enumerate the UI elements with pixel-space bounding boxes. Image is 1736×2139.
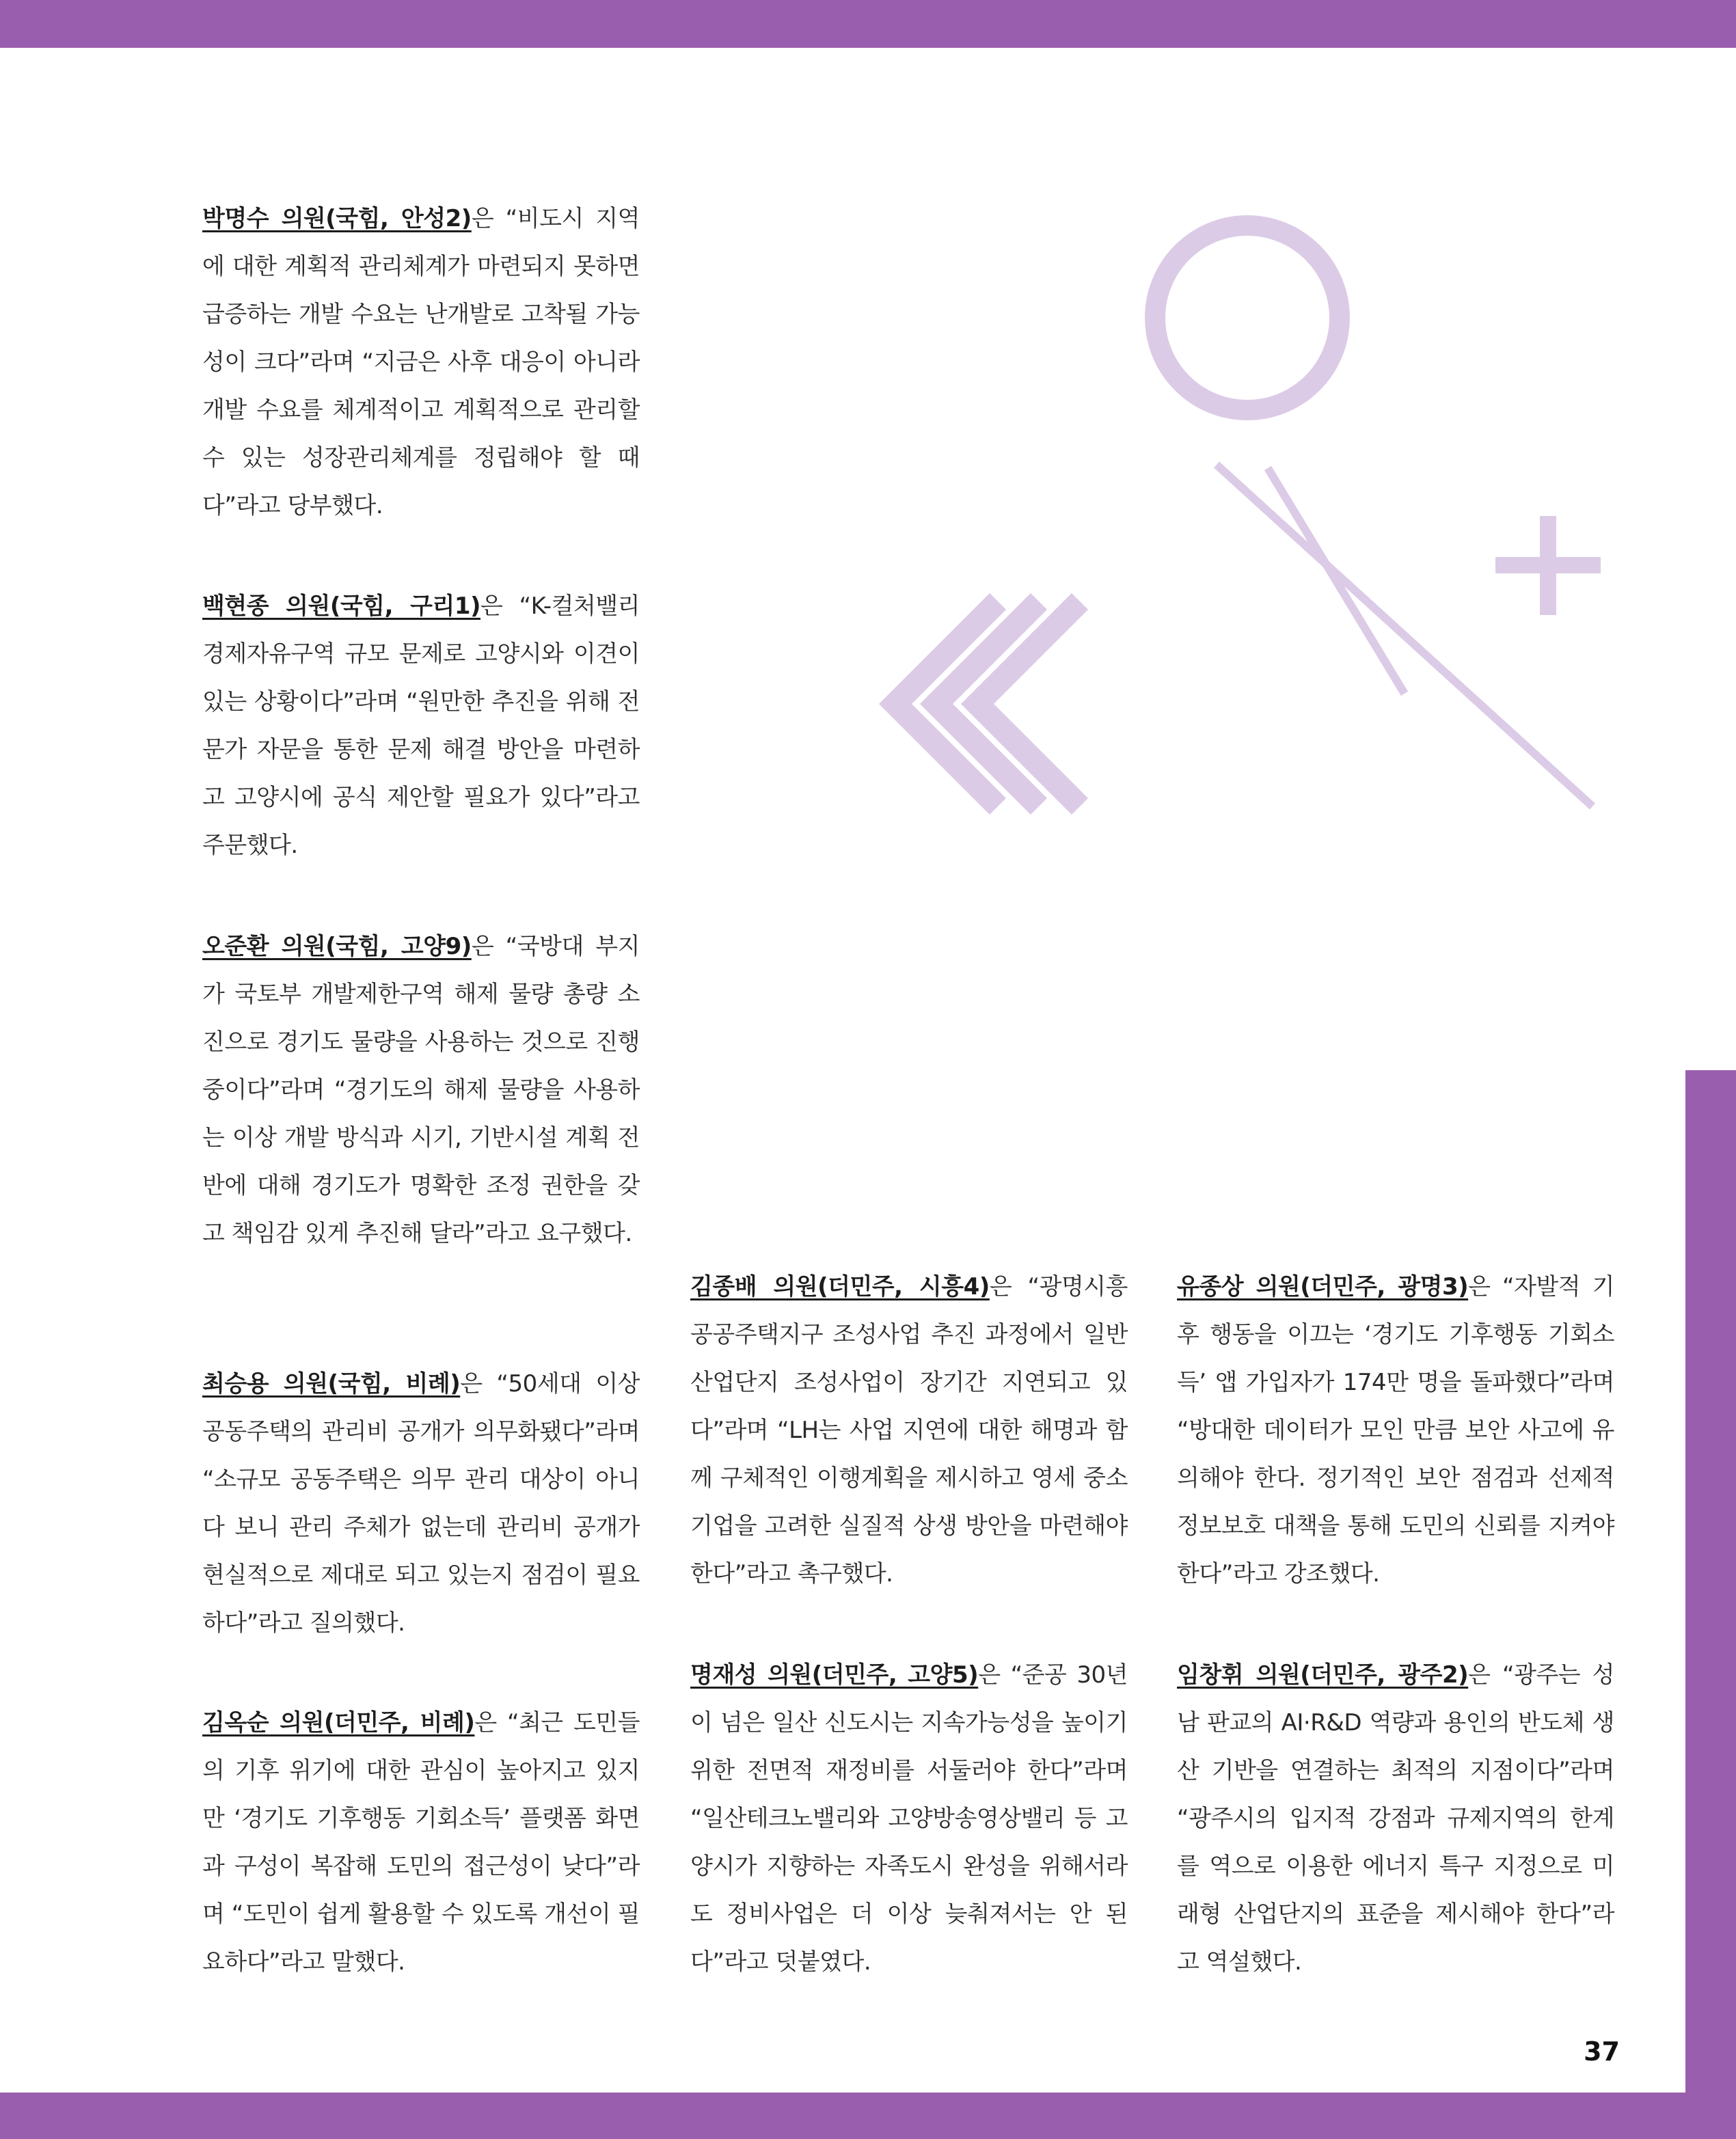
paragraph-text: 은 “광주는 성남 판교의 AI·R&D 역량과 용인의 반도체 생산 기반을 연결하는 최적의 지점이다”라며 “광주시의 입지적 강점과 규제지역의 한계를 역으로 이용한 에너지 특구 지정으로 미래형 산업단지의 표준을 제시해야 한다”라고 역설했다.	[1177, 1661, 1614, 1976]
paragraph-text: 은 “준공 30년이 넘은 일산 신도시는 지속가능성을 높이기 위한 전면적 재정비를 서둘러야 한다”라며 “일산테크노밸리와 고양방송영상밸리 등 고양시가 지향하는 자족도시 완성을 위해서라도 정비사업은 더 이상 늦춰져서는 안 된다”라고 덧붙였다.	[690, 1661, 1128, 1976]
councilor-name: 김종배 의원(더민주, 시흥4)	[690, 1273, 990, 1300]
paragraph-text: 은 “국방대 부지가 국토부 개발제한구역 해제 물량 총량 소진으로 경기도 물량을 사용하는 것으로 진행 중이다”라며 “경기도의 해제 물량을 사용하는 이상 개발 방식과 시기, 기반시설 계획 전반에 대해 경기도가 명확한 조정 권한을 갖고 책임감 있게 추진해 달라”라고 요구했다.	[202, 933, 640, 1247]
councilor-name: 최승용 의원(국힘, 비례)	[202, 1370, 461, 1398]
councilor-name: 김옥순 의원(더민주, 비례)	[202, 1709, 475, 1736]
councilor-name: 유종상 의원(더민주, 광명3)	[1177, 1273, 1469, 1300]
councilor-name: 명재성 의원(더민주, 고양5)	[690, 1661, 979, 1689]
paragraph-text: 은 “50세대 이상 공동주택의 관리비 공개가 의무화됐다”라며 “소규모 공동주택은 의무 관리 대상이 아니다 보니 관리 주체가 없는데 관리비 공개가 현실적으로 제대로 되고 있는지 점검이 필요하다”라고 질의했다.	[202, 1370, 640, 1637]
page-number: 37	[1584, 2036, 1620, 2067]
top-accent-bar	[0, 0, 1736, 48]
paragraph-choi-seungyong	[202, 1360, 640, 1647]
paragraph-park-myeongsu	[202, 195, 640, 530]
paragraph-baek-hyeonjong	[202, 582, 640, 869]
decor-diagonal-line-2	[1268, 468, 1405, 694]
paragraph-myeong-jaeseong	[690, 1651, 1128, 1986]
paragraph-text: 은 “비도시 지역에 대한 계획적 관리체계가 마련되지 못하면 급증하는 개발 수요는 난개발로 고착될 가능성이 크다”라며 “지금은 사후 대응이 아니라 개발 수요를 체계적이고 계획적으로 관리할 수 있는 성장관리체계를 정립해야 할 때다”라고 당부했다.	[202, 205, 640, 519]
decor-diagonal-line-1	[1217, 465, 1592, 806]
councilor-name: 오준환 의원(국힘, 고양9)	[202, 933, 472, 960]
paragraph-kim-oksun	[202, 1699, 640, 1986]
bottom-accent-bar	[0, 2093, 1736, 2139]
councilor-name: 백현종 의원(국힘, 구리1)	[202, 592, 481, 620]
paragraph-text: 은 “최근 도민들의 기후 위기에 대한 관심이 높아지고 있지만 ‘경기도 기후행동 기회소득’ 플랫폼 화면과 구성이 복잡해 도민의 접근성이 낮다”라며 “도민이 쉽게 활용할 수 있도록 개선이 필요하다”라고 말했다.	[202, 1709, 640, 1976]
paragraph-yu-jongsang	[1177, 1263, 1614, 1598]
decor-circle	[1155, 226, 1340, 410]
paragraph-text: 은 “광명시흥 공공주택지구 조성사업 추진 과정에서 일반산업단지 조성사업이 장기간 지연되고 있다”라며 “LH는 사업 지연에 대한 해명과 함께 구체적인 이행계획을 제시하고 영세 중소기업을 고려한 실질적 상생 방안을 마련해야 한다”라고 촉구했다.	[690, 1273, 1128, 1588]
paragraph-text: 은 “자발적 기후 행동을 이끄는 ‘경기도 기후행동 기회소득’ 앱 가입자가 174만 명을 돌파했다”라며 “방대한 데이터가 모인 만큼 보안 사고에 유의해야 한다. 정기적인 보안 점검과 선제적 정보보호 대책을 통해 도민의 신뢰를 지켜야 한다”라고 강조했다.	[1177, 1273, 1614, 1588]
paragraph-kim-jongbae	[690, 1263, 1128, 1598]
paragraph-lim-changhwi	[1177, 1651, 1614, 1986]
councilor-name: 박명수 의원(국힘, 안성2)	[202, 205, 472, 232]
paragraph-text: 은 “K-컬처밸리 경제자유구역 규모 문제로 고양시와 이견이 있는 상황이다”라며 “원만한 추진을 위해 전문가 자문을 통한 문제 해결 방안을 마련하고 고양시에 공식 제안할 필요가 있다”라고 주문했다.	[202, 592, 640, 859]
councilor-name: 임창휘 의원(더민주, 광주2)	[1177, 1661, 1469, 1689]
paragraph-oh-junhwan	[202, 923, 640, 1257]
decorative-graphic	[868, 198, 1627, 834]
right-accent-bar	[1685, 1070, 1736, 2139]
